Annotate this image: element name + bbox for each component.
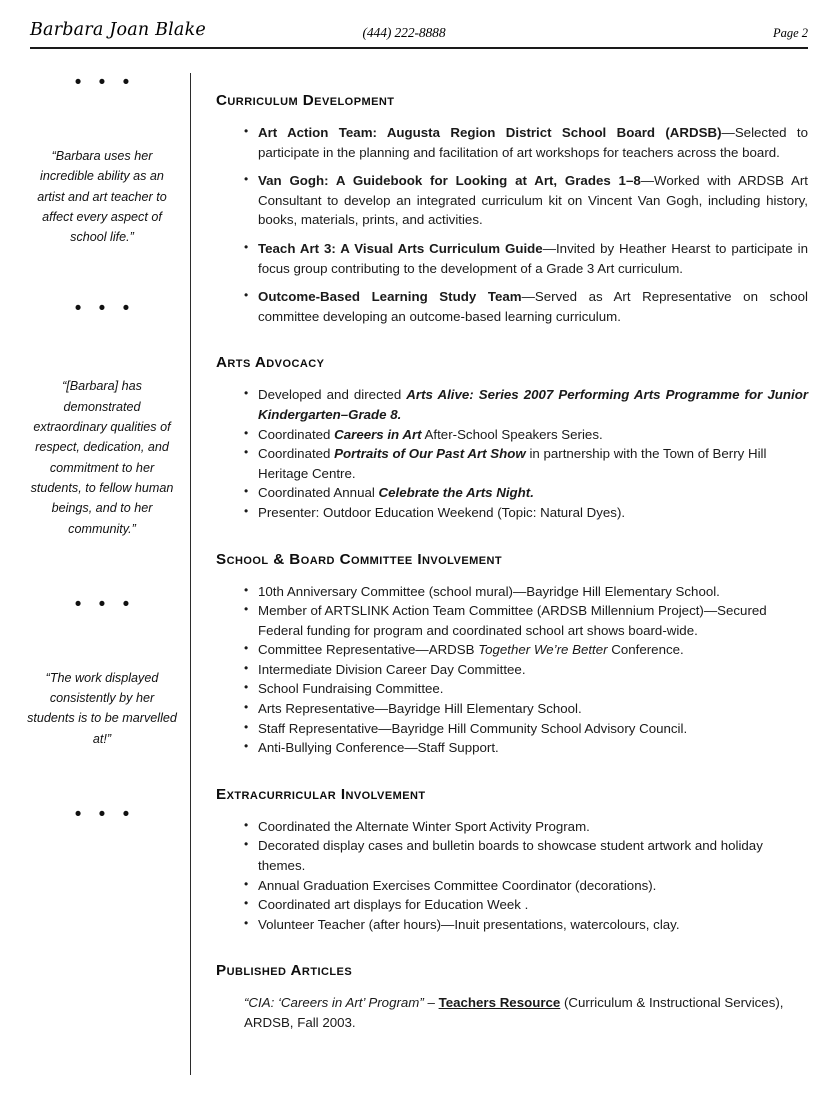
section-school-board-committee: [216, 551, 808, 758]
section-curriculum-development: [216, 92, 808, 326]
section-heading: Extracurricular Involvement: [216, 785, 426, 803]
dot-separator-icon: • • •: [74, 298, 136, 320]
column-divider-rule: [190, 73, 191, 1075]
item-rest-text: —Worked with ARDSB Art Consultant to develop an integrated curriculum kit on Vincent Van Gogh, including history, books, materials, prints, and activities.: [258, 173, 808, 228]
section-heading: School & Board Committee Involvement: [216, 550, 503, 568]
list-item: [216, 444, 808, 483]
item-pre-text: Committee Representative—ARDSB: [258, 642, 479, 658]
list-item: [216, 385, 808, 424]
testimonial-quote: “The work displayed consistently by her students is to be marvelled at!”: [27, 670, 177, 746]
header-page-number: Page 2: [772, 26, 808, 40]
list-item: [216, 679, 808, 699]
list-item: • Decorated display cases and bulletin boards to showcase student artwork and holiday themes.: [216, 836, 808, 875]
testimonial-quote: “[Barbara] has demonstrated extraordinary qualities of respect, dedication, and commitment to her students, to fellow human beings, and to her community.”: [30, 379, 174, 536]
header-phone: (444) 222-8888: [362, 25, 446, 40]
item-pre-text: 10th Anniversary Committee (school mural)—Bayridge Hill Elementary School.: [258, 583, 720, 599]
section-heading: Arts Advocacy: [216, 354, 325, 372]
list-item: [216, 582, 808, 602]
item-pre-text: Member of ARTSLINK Action Team Committee (ARDSB Millennium Project)—Secured Federal funding for program and coordinated school art shows board-wide.: [258, 603, 767, 638]
header-divider-rule: [30, 47, 808, 49]
list-item: • Annual Graduation Exercises Committee Coordinator (decorations).: [216, 876, 808, 896]
item-rest-text: —Invited by Heather Hearst to participate in focus group contributing to the development of a Grade 3 Art curriculum.: [258, 240, 808, 276]
item-emphasis-text: Portraits of Our Past Art Show: [334, 446, 526, 462]
item-pre-text: Coordinated Annual: [258, 485, 379, 501]
item-pre-text: Staff Representative—Bayridge Hill Community School Advisory Council.: [258, 720, 688, 736]
section-extracurricular-involvement: [216, 786, 808, 935]
section-arts-advocacy: [216, 354, 808, 522]
item-emphasis-text: Careers in Art: [334, 426, 422, 442]
dot-separator-icon: • • •: [74, 593, 136, 615]
item-pre-text: Anti-Bullying Conference—Staff Support.: [258, 740, 499, 756]
list-item: • Coordinated art displays for Education Week .: [216, 895, 808, 915]
list-item: [216, 738, 808, 758]
section-published-articles: [216, 962, 808, 1032]
item-post-text: in partnership with the Town of Berry Hill Heritage Centre.: [258, 446, 767, 481]
item-post-text: Conference.: [607, 642, 684, 658]
section-heading: Curriculum Development: [216, 92, 395, 109]
item-pre-text: Intermediate Division Career Day Committee.: [258, 661, 526, 677]
item-emphasis-text: Arts Alive: Series 2007 Performing Arts Programme for Junior Kindergarten–Grade 8.: [258, 387, 808, 422]
item-emphasis-text: Together We’re Better: [478, 642, 608, 658]
item-pre-text: Presenter: Outdoor Education Weekend (Topic: Natural Dyes).: [258, 504, 626, 520]
item-rest-text: —Served as Art Representative on school committee developing an outcome-based learning curriculum.: [258, 289, 808, 324]
published-article-entry: [216, 993, 808, 1032]
bullet-list: [216, 123, 808, 326]
item-emphasis-text: Celebrate the Arts Night.: [378, 485, 534, 501]
dot-separator-icon: • • •: [74, 804, 136, 826]
bullet-list: [216, 817, 808, 935]
article-publication-name: Teachers Resource: [438, 995, 561, 1011]
item-lead-text: Art Action Team: Augusta Region District School Board (ARDSB): [258, 125, 722, 140]
item-post-text: After-School Speakers Series.: [421, 426, 603, 442]
list-item: • Volunteer Teacher (after hours)—Inuit presentations, watercolours, clay.: [216, 915, 808, 935]
list-item: [216, 171, 808, 230]
list-item: [216, 719, 808, 739]
list-item: [216, 660, 808, 680]
list-item: [216, 601, 808, 640]
article-dash: –: [423, 995, 439, 1011]
item-rest-text: —Selected to participate in the planning and facilitation of art workshops for teachers across the board.: [258, 125, 809, 160]
dot-separator-icon: • • •: [74, 72, 136, 93]
list-item: • Coordinated the Alternate Winter Sport Activity Program.: [216, 817, 808, 837]
item-pre-text: Coordinated: [258, 446, 335, 462]
item-lead-text: Outcome-Based Learning Study Team: [258, 289, 522, 305]
item-pre-text: School Fundraising Committee.: [258, 681, 444, 697]
header-candidate-name: Barbara Joan Blake: [30, 20, 206, 40]
list-item: [216, 123, 808, 162]
testimonial-sidebar: [26, 73, 178, 824]
list-item: [216, 699, 808, 719]
bullet-list: [216, 582, 808, 758]
item-pre-text: Arts Representative—Bayridge Hill Elementary School.: [258, 701, 582, 717]
list-item: [216, 483, 808, 503]
bullet-list: [216, 385, 808, 522]
item-lead-text: Teach Art 3: A Visual Arts Curriculum Guide: [258, 240, 543, 256]
main-content-column: [216, 92, 808, 1033]
list-item: [216, 503, 808, 523]
item-pre-text: Developed and directed: [258, 387, 407, 403]
list-item: [216, 425, 808, 445]
testimonial-quote: “Barbara uses her incredible ability as an artist and art teacher to affect every aspect of school life.”: [37, 149, 167, 245]
article-rest-text: (Curriculum & Instructional Services), ARDSB, Fall 2003.: [244, 995, 784, 1030]
list-item: [216, 287, 808, 326]
article-title: “CIA: ‘Careers in Art’ Program”: [244, 995, 424, 1011]
list-item: [216, 239, 808, 278]
section-heading: Published Articles: [216, 962, 353, 980]
item-lead-text: Van Gogh: A Guidebook for Looking at Art, Grades 1–8: [258, 173, 641, 189]
item-pre-text: Coordinated: [258, 426, 335, 442]
list-item: [216, 640, 808, 660]
